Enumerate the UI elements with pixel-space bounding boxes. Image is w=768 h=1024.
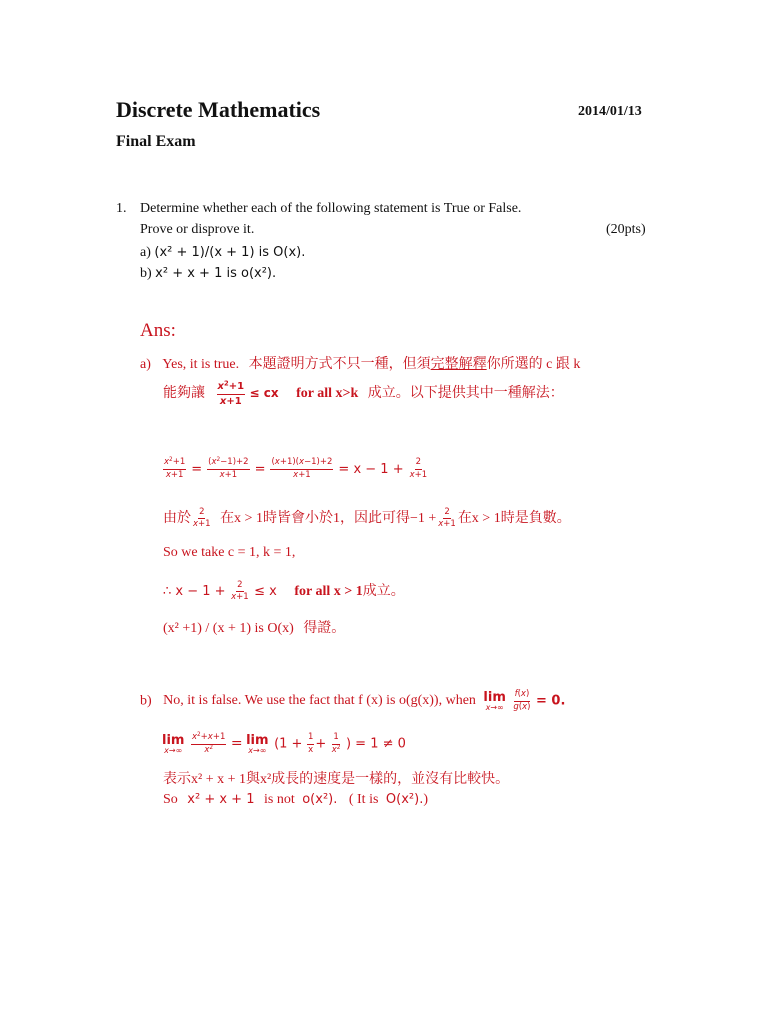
limit-operator-2: lim x→∞: [162, 732, 185, 755]
is-not-word: is not: [263, 792, 295, 807]
equals-zero: = 0.: [535, 693, 566, 709]
line3-frac-1: $\frac{2}{x+1}$: [193, 506, 211, 530]
eq-frac-3: $\frac{(x+1)(x-1)+2}{x+1}$: [271, 457, 333, 480]
limit-operator: lim x→∞: [483, 689, 506, 712]
answer-b-line-3: 表示x² + x + 1與x²成長的速度是一樣的，並沒有比較快。: [163, 772, 510, 787]
limit-result: ) = 1 ≠ 0: [345, 736, 406, 752]
it-is-paren: ( It is: [348, 792, 379, 807]
question-number: 1.: [116, 201, 127, 216]
for-all-x-gt-k: for all x>k: [296, 386, 359, 402]
answer-b-intro: No, it is false. We use the fact that f (x) is o(g(x)), when: [163, 693, 476, 709]
answer-a-line-6: [163, 617, 345, 637]
document-title: Discrete Mathematics: [116, 97, 321, 122]
limit-operator-3: lim x→∞: [246, 732, 269, 755]
line3-frac-2: $\frac{2}{x+1}$: [438, 506, 456, 530]
for-all-x-gt-1: for all x > 1: [294, 584, 363, 599]
part-a-expression: (x² + 1)/(x + 1) is O(x).: [154, 245, 306, 260]
answer-b-line-4: [163, 792, 428, 808]
conclusion-a: (x² +1) / (x + 1) is O(x): [163, 621, 294, 636]
eq-frac-4: $\frac{2}{x+1}$: [409, 457, 428, 480]
conclusion-a-zh: 得證。: [303, 621, 346, 636]
question-part-b: [140, 266, 276, 282]
question-part-a: [140, 245, 305, 261]
therefore-expr: ∴ x − 1 +: [163, 584, 226, 599]
line5-zh: 成立。: [362, 584, 405, 599]
underlined-phrase: 完整解釋: [430, 357, 487, 372]
answer-heading: Ans:: [140, 320, 176, 341]
answer-a-intro: Yes, it is true.: [162, 357, 240, 372]
fraction-x2-plus-1-over-x-plus-1: $\frac{x^2+1}{x+1}$: [217, 379, 245, 407]
answer-a-line2-tail: 成立。以下提供其中一種解法：: [367, 386, 564, 402]
answer-b-line-1: [140, 690, 565, 713]
limit-frac-1: $\frac{x^2+x+1}{x^2}$: [191, 732, 226, 755]
question-points: (20pts): [606, 222, 646, 237]
equation-chain: $\frac{x^2+1}{x+1}$ = $\frac{(x^2-1)+2}{x+1}$ = $\frac{(x+1)(x-1)+2}{x+1}$ = x − 1 + $\frac{2}{x+1}$: [164, 457, 428, 480]
line3-mid: 在x > 1時皆會小於1，因此可得−1 +: [220, 511, 437, 526]
exam-subtitle: Final Exam: [116, 133, 196, 150]
part-b-label: b): [140, 266, 152, 281]
close-paren: ): [423, 792, 429, 807]
eq-frac-2: $\frac{(x^2-1)+2}{x+1}$: [208, 457, 249, 480]
part-b-expression: x² + x + 1 is o(x²).: [155, 266, 277, 281]
so-word: So: [163, 792, 178, 807]
part-a-label: a): [140, 245, 151, 260]
inequality-cx: ≤ cx: [249, 386, 279, 401]
answer-a-line-3: [163, 507, 571, 530]
eq-frac-1: $\frac{x^2+1}{x+1}$: [164, 457, 186, 480]
answer-a-line-1: [140, 353, 580, 373]
answer-a-line-5: [163, 580, 405, 603]
answer-b-line-2: lim x→∞ $\frac{x^2+x+1}{x^2}$ = lim x→∞ (1 + $\frac{1}{x}$ + $\frac{1}{x^2}$ ) = 1 ≠ 0: [162, 732, 406, 755]
limit-equals: =: [230, 735, 243, 752]
so-expr: x² + x + 1: [187, 792, 255, 807]
answer-b-label: b): [140, 693, 152, 709]
little-o-expr: o(x²).: [302, 792, 338, 807]
question-line-1: Determine whether each of the following statement is True or False.: [140, 201, 522, 216]
answer-a-label: a): [140, 357, 151, 372]
limit-frac-1-over-x2: $\frac{1}{x^2}$: [331, 732, 341, 755]
f-over-g-fraction: $\frac{f(x)}{g(x)}$: [513, 689, 531, 712]
answer-a-zh-tail: 你所選的 c 跟 k: [486, 357, 581, 372]
line3-end: 在x > 1時是負數。: [457, 511, 571, 526]
answer-a-line-4: So we take c = 1, k = 1,: [163, 545, 296, 560]
answer-a-zh-text: 本題證明方式不只一種，但須: [248, 357, 431, 372]
question-line-2: Prove or disprove it.: [140, 222, 255, 237]
line5-frac: $\frac{2}{x+1}$: [231, 579, 249, 603]
exam-date: 2014/01/13: [578, 104, 642, 119]
line5-leq-x: ≤ x: [254, 584, 277, 599]
limit-paren: (1 +: [274, 736, 303, 752]
line3-zh-start: 由於: [163, 511, 191, 526]
answer-a-line2-zh: 能夠讓: [163, 386, 205, 402]
limit-frac-1-over-x: $\frac{1}{x}$: [307, 732, 314, 755]
eq-rhs: = x − 1 +: [338, 461, 404, 477]
answer-a-line-2: [163, 381, 564, 407]
big-o-expr: O(x²).: [385, 792, 424, 807]
